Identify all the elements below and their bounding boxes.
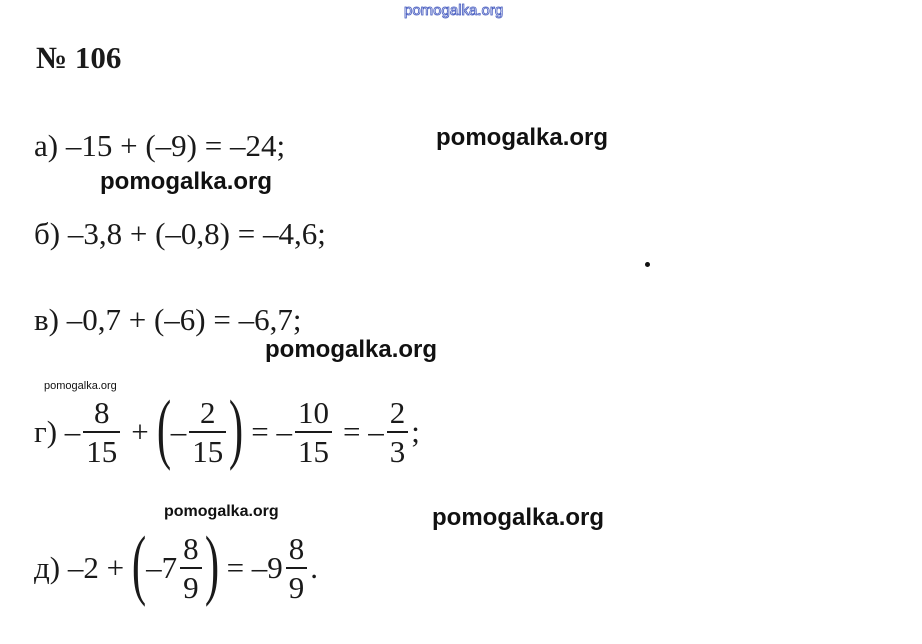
plus-sign: + xyxy=(131,414,149,449)
fraction xyxy=(83,397,120,467)
fraction xyxy=(286,533,308,603)
stray-dot xyxy=(645,262,650,267)
denominator: 15 xyxy=(83,431,120,467)
numerator: 2 xyxy=(389,395,406,430)
whole-part: –7 xyxy=(146,550,178,585)
numerator: 8 xyxy=(288,531,305,566)
d-label: д) –2 + xyxy=(34,550,125,585)
numerator: 10 xyxy=(297,395,329,430)
numerator: 2 xyxy=(200,395,216,430)
watermark: pomogalka.org xyxy=(436,124,609,151)
watermark: pomogalka.org xyxy=(100,168,273,195)
denominator: 3 xyxy=(387,431,409,467)
equation-d xyxy=(34,520,319,608)
semicolon: ; xyxy=(411,414,420,449)
equation-v-text: в) –0,7 + (–6) = –6,7; xyxy=(34,302,302,337)
numerator: 8 xyxy=(94,395,110,430)
watermark: pomogalka.org xyxy=(432,504,605,531)
problem-number: № 106 xyxy=(36,40,122,75)
watermark-top: pomogalka.org xyxy=(404,2,504,19)
left-paren: ( xyxy=(156,384,171,471)
period: . xyxy=(310,550,319,585)
equals-minus: = – xyxy=(251,414,292,449)
watermark: pomogalka.org xyxy=(164,503,279,520)
equation-a-text: а) –15 + (–9) = –24; xyxy=(34,128,286,163)
fraction xyxy=(180,533,202,603)
denominator: 9 xyxy=(286,567,308,603)
denominator: 15 xyxy=(295,431,332,467)
fraction xyxy=(295,397,332,467)
minus-sign: – xyxy=(170,414,187,449)
left-paren: ( xyxy=(131,520,147,607)
equals-minus: = – xyxy=(342,414,384,449)
watermark: pomogalka.org xyxy=(44,380,117,392)
equation-a xyxy=(34,128,285,164)
fraction xyxy=(189,397,226,467)
fraction xyxy=(387,397,409,467)
right-paren: ) xyxy=(204,520,219,607)
denominator: 9 xyxy=(180,567,202,603)
equals-result: = –9 xyxy=(226,550,283,585)
equation-b-text: б) –3,8 + (–0,8) = –4,6; xyxy=(34,216,326,251)
watermark: pomogalka.org xyxy=(265,336,438,363)
denominator: 15 xyxy=(189,431,226,467)
numerator: 8 xyxy=(183,531,199,566)
g-label: г) – xyxy=(34,414,81,449)
right-paren: ) xyxy=(229,384,244,471)
equation-v xyxy=(34,302,301,338)
equation-b xyxy=(34,216,326,252)
